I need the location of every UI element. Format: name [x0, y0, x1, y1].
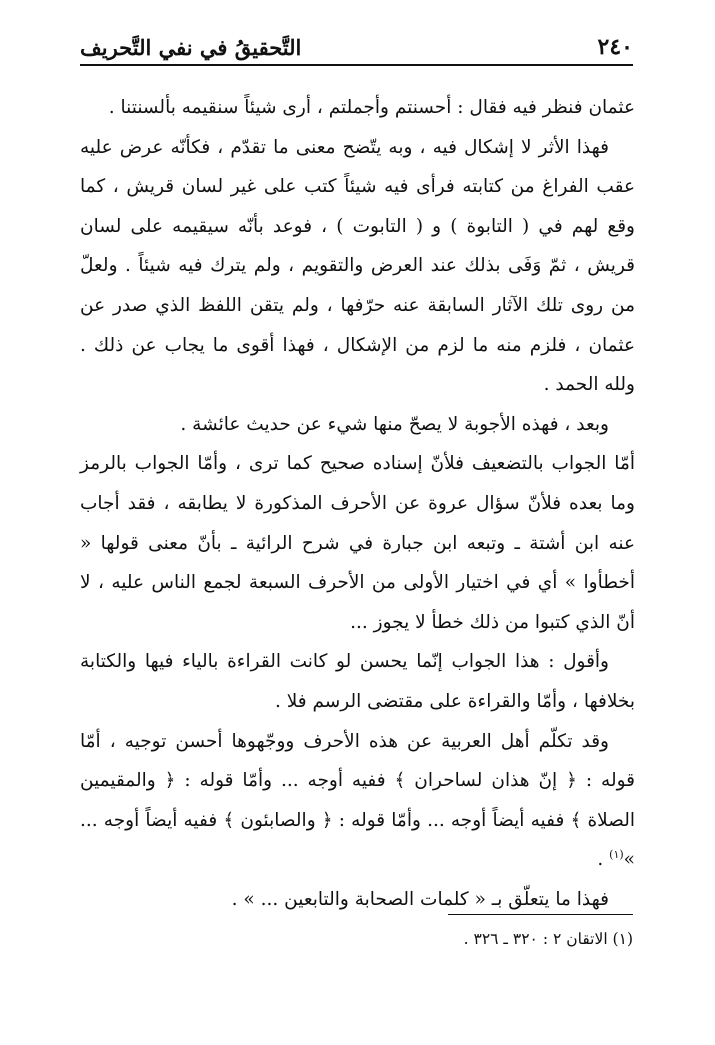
- paragraph-3: [80, 405, 635, 445]
- paragraph-5-text: وأقول : هذا الجواب إنّما يحسن لو كانت القراءة بالياء فيها والكتابة بخلافها ، وأمّا والقراءة على مقتضى الرسم فلا .: [80, 651, 635, 712]
- main-text: [80, 88, 635, 919]
- paragraph-6: وقد تكلّم أهل العربية عن هذه الأحرف ووجّهوها أحسن توجيه ، أمّا قوله : ﴿ إنّ هذان لساحران ﴾ ففيه أوجه ... وأمّا قوله : ﴿ والمقيمين الصلاة ﴾ ففيه أيضاً أوجه ... وأمّا قوله : ﴿ والصابئون ﴾ ففيه أيضاً أوجه ... »$^{(١)}$ .: [80, 730, 635, 871]
- paragraph-1: [80, 88, 635, 128]
- running-title: التَّحقيقُ في نفي التَّحريف: [80, 34, 302, 60]
- paragraph-1-text: عثمان فنظر فيه فقال : أحسنتم وأجملتم ، أرى شيئاً سنقيمه بألسنتنا .: [108, 97, 635, 118]
- paragraph-4: [80, 444, 635, 642]
- footnote-reference[interactable]: (١): [609, 848, 624, 862]
- footnote: (١) الاتقان ٢ : ٣٢٠ ـ ٣٢٦ .: [463, 930, 633, 948]
- paragraph-4-text: أمّا الجواب بالتضعيف فلأنّ إسناده صحيح كما ترى ، وأمّا الجواب بالرمز وما بعده فلأنّ سؤال عروة عن الأحرف المذكورة لا يطابقه ، فقد أجاب عنه ابن أشتة ـ وتبعه ابن جبارة في شرح الرائية ـ بأنّ معنى قولها « أخطأوا » أي في اختيار الأولى من الأحرف السبعة لجمع الناس عليه ، لا أنّ الذي كتبوا من ذلك خطأ لا يجوز ...: [80, 453, 635, 633]
- paragraph-7-text: فهذا ما يتعلّق بـ « كلمات الصحابة والتابعين ... » .: [231, 888, 609, 910]
- page-number: ٢٤٠: [597, 34, 633, 60]
- paragraph-3-text: وبعد ، فهذه الأجوبة لا يصحّ منها شيء عن حديث عائشة .: [180, 413, 609, 435]
- paragraph-2-text: فهذا الأثر لا إشكال فيه ، وبه يتّضح معنى ما تقدّم ، فكأنّه عرض عليه عقب الفراغ من كتابته فرأى فيه شيئاً كتب على غير لسان قريش ، كما وقع لهم في ( التابوة ) و ( التابوت ) ، فوعد بأنّه سيقيمه على لسان قريش ، ثمّ وَفَى بذلك عند العرض والتقويم ، ولم يترك فيه شيئاً . ولعلّ من روى تلك الآثار السابقة عنه حرّفها ، ولم يتقن اللفظ الذي صدر عن عثمان ، فلزم منه ما لزم من الإشكال ، فهذا أقوى ما يجاب عن ذلك . ولله الحمد .: [80, 136, 635, 396]
- running-header: [80, 30, 633, 66]
- paragraph-5: [80, 642, 635, 721]
- paragraph-2: [80, 128, 635, 405]
- footnote-divider: [448, 914, 633, 915]
- paragraph-6-text: وقد تكلّم أهل العربية عن هذه الأحرف ووجّهوها أحسن توجيه ، أمّا قوله : ﴿ إنّ هذان لساحران ﴾ ففيه أوجه ... وأمّا قوله : ﴿ والمقيمين الصلاة ﴾ ففيه أيضاً أوجه ... وأمّا قوله : ﴿ والصابئون ﴾ ففيه أيضاً أوجه ... »: [80, 730, 635, 871]
